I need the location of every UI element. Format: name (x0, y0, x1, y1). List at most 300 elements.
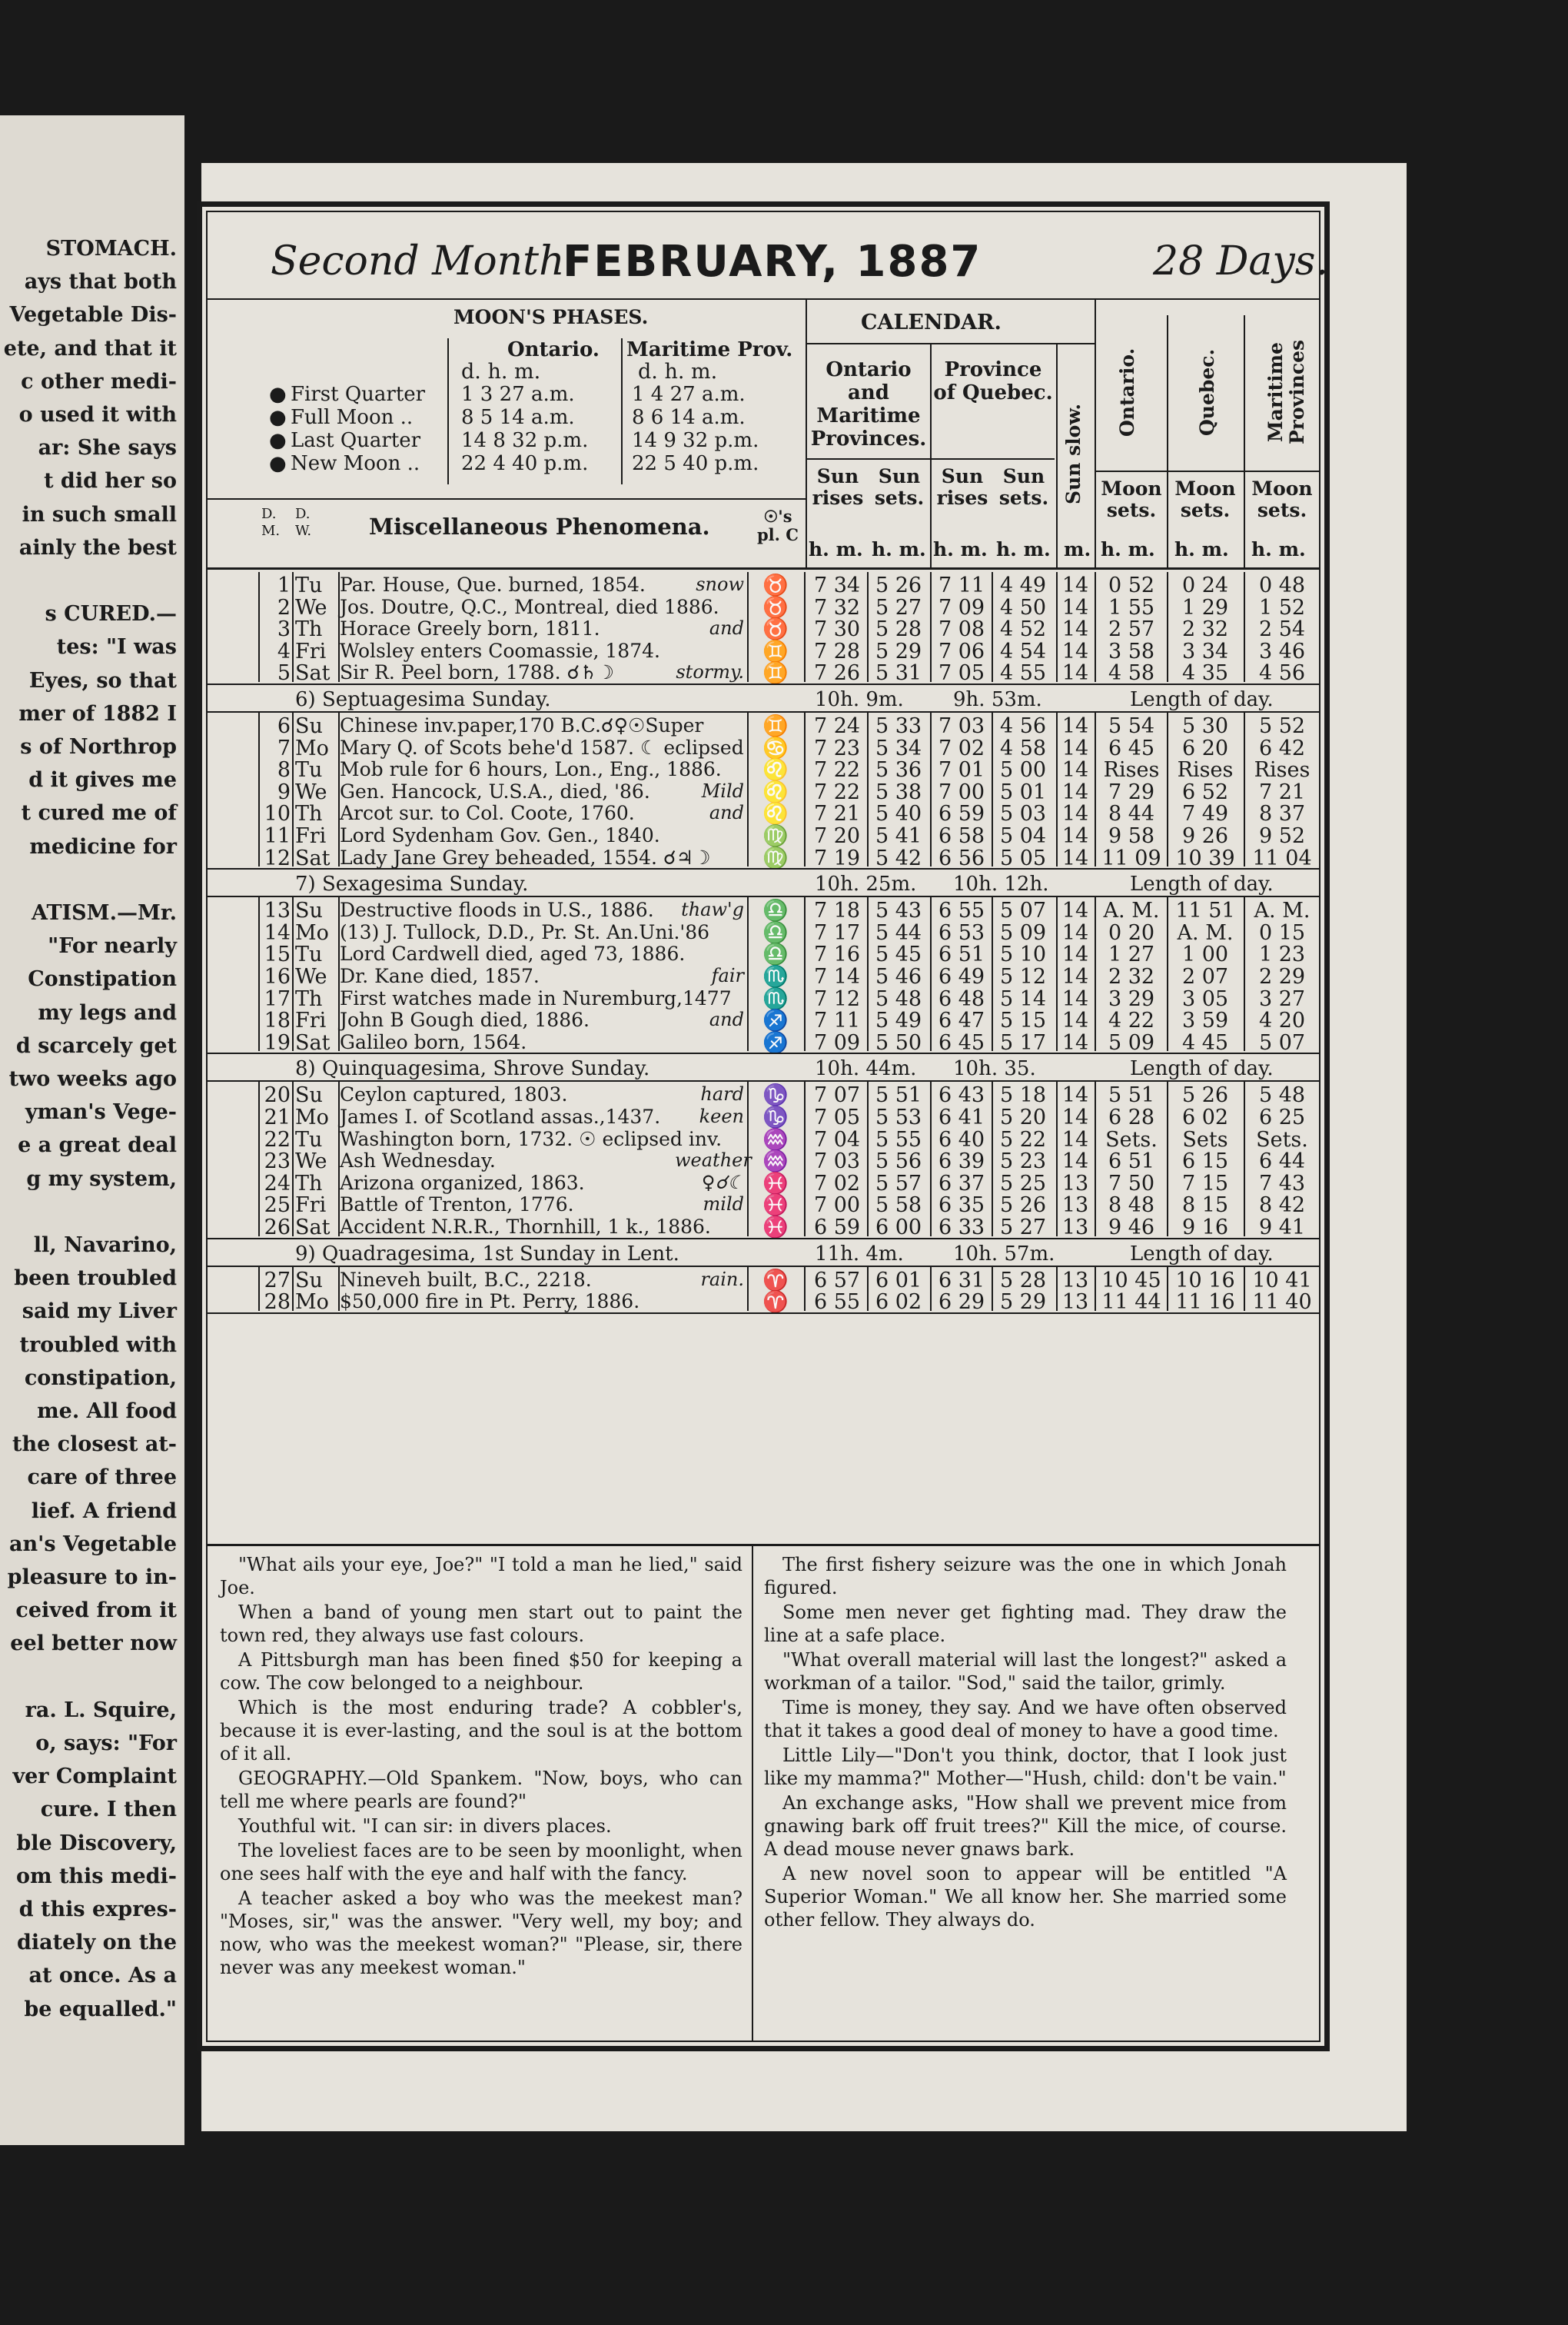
table-column-rule (867, 1267, 869, 1311)
day-qss: 5 29 (999, 1290, 1047, 1315)
adjacent-page-line: ainly the best (18, 535, 177, 560)
moon-ontario-units: d. h. m. (461, 360, 541, 384)
day-length-ontario: 10h. 25m. (815, 873, 917, 896)
table-column-rule (1095, 1267, 1096, 1311)
table-column-rule (930, 1267, 932, 1311)
day-osr: 7 05 (813, 1106, 861, 1129)
table-column-rule (258, 897, 260, 1051)
table-column-rule (338, 897, 340, 1051)
adjacent-page-line: constipation, (24, 1365, 177, 1390)
day-osr: 7 03 (813, 1149, 861, 1174)
day-osr: 7 09 (813, 1030, 861, 1055)
day-oss: 5 49 (875, 1009, 922, 1033)
day-qsr: 6 51 (938, 943, 985, 967)
week-separator-rule (208, 1266, 1319, 1267)
table-column-rule (1095, 1082, 1096, 1236)
table-column-rule (992, 572, 993, 682)
table-column-rule (992, 897, 993, 1051)
day-qss: 5 20 (999, 1106, 1047, 1129)
day-qm: 11 16 (1175, 1290, 1235, 1315)
moon-phase-name: Full Moon .. (291, 406, 414, 429)
table-column-rule (338, 1267, 340, 1311)
maritime-moon-header: Maritime Provinces (1264, 339, 1308, 445)
day-mm: 8 37 (1258, 802, 1306, 827)
day-qss: 4 58 (999, 736, 1047, 760)
day-qsr: 7 05 (938, 661, 985, 686)
day-event: Wolsley enters Coomassie, 1874. (340, 639, 660, 662)
day-sign: ♒ (762, 1149, 789, 1174)
day-osr: 7 21 (813, 802, 861, 827)
table-column-rule (258, 713, 260, 866)
table-column-rule (258, 572, 260, 682)
day-event: John B Gough died, 1886. (340, 1009, 590, 1032)
day-slow: 14 (1061, 780, 1089, 804)
day-dm: 3 (277, 617, 291, 642)
day-qm: 7 15 (1181, 1171, 1229, 1196)
day-om: 2 32 (1108, 965, 1155, 989)
table-column-rule (747, 1082, 749, 1236)
calendar-title: CALENDAR. (861, 311, 1002, 334)
adjacent-page-line: c other medi- (21, 369, 177, 394)
day-length-quebec: 10h. 12h. (953, 873, 1049, 896)
day-qm: 6 20 (1181, 736, 1229, 760)
week-separator-rule (208, 1080, 1319, 1082)
adjacent-page-line: ll, Navarino, (33, 1233, 177, 1257)
day-weather: snow (696, 574, 744, 595)
day-sign: ♎ (762, 920, 789, 945)
day-om: 4 58 (1108, 661, 1155, 686)
day-dm: 9 (277, 780, 291, 804)
day-osr: 7 16 (813, 943, 861, 967)
day-mm: 0 15 (1258, 920, 1306, 945)
adjacent-page-line: d scarcely get (15, 1033, 177, 1058)
adjacent-page-line: om this medi- (15, 1864, 177, 1888)
day-event: Chinese inv.paper,170 B.C.☌♀☉Super (340, 714, 704, 737)
day-sign: ♓ (762, 1193, 789, 1218)
day-qm: 1 00 (1181, 943, 1229, 967)
day-event: First watches made in Nuremburg,1477 (340, 986, 732, 1009)
day-dw: Sat (295, 661, 331, 686)
day-qsr: 7 08 (938, 617, 985, 642)
adjacent-page-line: the closest at- (12, 1432, 177, 1457)
day-sign: ♎ (762, 899, 789, 923)
slow-units: m. (1064, 538, 1091, 560)
day-slow: 13 (1061, 1193, 1089, 1218)
day-osr: 7 22 (813, 780, 861, 804)
day-qss: 5 14 (999, 986, 1047, 1011)
jokes-top-rule (208, 1544, 1319, 1546)
day-slow: 13 (1061, 1216, 1089, 1239)
day-qm: 3 59 (1181, 1009, 1229, 1033)
day-slow: 13 (1061, 1171, 1089, 1196)
day-dw: Su (295, 1268, 323, 1292)
day-length-quebec: 10h. 57m. (953, 1242, 1055, 1266)
day-dm: 1 (277, 574, 291, 597)
day-oss: 5 46 (875, 965, 922, 989)
day-osr: 7 12 (813, 986, 861, 1011)
adjacent-page-line: e a great deal (18, 1133, 177, 1158)
day-qss: 5 00 (999, 758, 1047, 783)
week-separator-rule (208, 868, 1319, 870)
que-moon-units: h. m. (1174, 538, 1229, 560)
week-label: 9) Quadragesima, 1st Sunday in Lent. (295, 1242, 679, 1266)
day-oss: 5 45 (875, 943, 922, 967)
day-dw: We (295, 780, 327, 804)
day-sign: ♉ (762, 617, 789, 642)
day-mm: 4 56 (1258, 661, 1306, 686)
day-sign: ♓ (762, 1216, 789, 1239)
moon-phase-name: New Moon .. (291, 452, 420, 475)
ontario-moon-header: Ontario. (1116, 348, 1138, 437)
day-oss: 6 00 (875, 1216, 922, 1239)
adjacent-page-line: troubled with (19, 1332, 177, 1357)
day-mm: Sets. (1256, 1127, 1308, 1152)
day-qm: 1 29 (1181, 595, 1229, 620)
moon-phase-name: First Quarter (291, 383, 426, 406)
day-event: Mary Q. of Scots behe'd 1587. ☾ eclipsed (340, 736, 744, 759)
day-event: Destructive floods in U.S., 1886. (340, 899, 654, 922)
day-qss: 5 10 (999, 943, 1047, 967)
day-event: $50,000 fire in Pt. Perry, 1886. (340, 1290, 640, 1313)
joke-paragraph: Which is the most enduring trade? A cobbler's, because it is ever-lasting, and the soul is at the bottom of it all. (220, 1697, 742, 1765)
adjacent-page-line: g my system, (26, 1166, 177, 1191)
table-column-rule (747, 713, 749, 866)
day-dw: Mo (295, 736, 329, 760)
day-qsr: 6 29 (938, 1290, 985, 1315)
day-slow: 14 (1061, 1083, 1089, 1108)
osr-header: Sun rises (812, 465, 864, 509)
day-qm: 10 16 (1175, 1268, 1235, 1292)
table-column-rule (1056, 897, 1058, 1051)
day-qsr: 7 09 (938, 595, 985, 620)
day-dw: We (295, 1149, 327, 1174)
day-dw: Fri (295, 639, 327, 664)
day-oss: 5 31 (875, 661, 922, 686)
day-sign: ♌ (762, 780, 789, 804)
day-slow: 14 (1061, 986, 1089, 1011)
day-event: Nineveh built, B.C., 2218. (340, 1268, 592, 1291)
day-oss: 5 36 (875, 758, 922, 783)
day-osr: 7 32 (813, 595, 861, 620)
day-qss: 4 52 (999, 617, 1047, 642)
day-om: 1 27 (1108, 943, 1155, 967)
day-weather: mild (703, 1193, 744, 1216)
day-mm: Rises (1254, 758, 1311, 783)
day-om: 6 28 (1108, 1106, 1155, 1129)
moon-phase-bullet: ● (269, 406, 287, 429)
day-sign: ♌ (762, 802, 789, 827)
day-om: 5 54 (1108, 714, 1155, 738)
table-column-rule (292, 1082, 294, 1236)
day-mm: 9 41 (1258, 1216, 1306, 1239)
day-sign: ♏ (762, 986, 789, 1011)
day-qsr: 6 48 (938, 986, 985, 1011)
table-column-rule (338, 572, 340, 682)
adjacent-page-line: d this expres- (18, 1898, 177, 1921)
day-qss: 5 23 (999, 1149, 1047, 1174)
day-oss: 5 42 (875, 846, 922, 870)
day-qm: 6 02 (1181, 1106, 1229, 1129)
day-event: Ceylon captured, 1803. (340, 1083, 568, 1106)
day-qm: 9 26 (1181, 824, 1229, 848)
day-dm: 26 (264, 1216, 291, 1239)
day-qm: 7 49 (1181, 802, 1229, 827)
adjacent-page-line: Eyes, so that (28, 668, 177, 693)
day-oss: 5 27 (875, 595, 922, 620)
table-column-rule (258, 1267, 260, 1311)
adjacent-page-line: ble Discovery, (16, 1831, 177, 1855)
table-column-rule (338, 713, 340, 866)
moon-phase-ontario: 22 4 40 p.m. (461, 452, 589, 475)
day-qsr: 6 45 (938, 1030, 985, 1055)
day-slow: 14 (1061, 846, 1089, 870)
day-slow: 14 (1061, 1106, 1089, 1129)
day-mm: 4 20 (1258, 1009, 1306, 1033)
day-oss: 5 50 (875, 1030, 922, 1055)
joke-paragraph: "What overall material will last the longest?" asked a workman of a tailor. "Sod," said the tailor, grimly. (764, 1649, 1287, 1694)
day-dm: 16 (264, 965, 291, 989)
day-qss: 5 05 (999, 846, 1047, 870)
day-qsr: 6 58 (938, 824, 985, 848)
day-qss: 5 12 (999, 965, 1047, 989)
day-osr: 7 19 (813, 846, 861, 870)
adjacent-page-line: me. All food (37, 1399, 177, 1423)
day-slow: 14 (1061, 965, 1089, 989)
day-slow: 13 (1061, 1268, 1089, 1292)
day-event: Accident N.R.R., Thornhill, 1 k., 1886. (340, 1216, 711, 1238)
day-dm: 8 (277, 758, 291, 783)
day-qm: 0 24 (1181, 574, 1229, 597)
day-dw: We (295, 595, 327, 620)
table-column-rule (292, 713, 294, 866)
day-slow: 14 (1061, 595, 1089, 620)
day-qsr: 6 43 (938, 1083, 985, 1108)
day-event: Jos. Doutre, Q.C., Montreal, died 1886. (340, 595, 719, 618)
qsr-header: Sun rises (936, 465, 988, 509)
day-qm: 9 16 (1181, 1216, 1229, 1239)
day-slow: 14 (1061, 943, 1089, 967)
joke-paragraph: GEOGRAPHY.—Old Spankem. "Now, boys, who can tell me where pearls are found?" (220, 1768, 742, 1812)
adjacent-page-line: ceived from it (15, 1598, 177, 1623)
day-qm: 6 52 (1181, 780, 1229, 804)
table-column-rule (1056, 1267, 1058, 1311)
day-osr: 7 26 (813, 661, 861, 686)
day-dw: Th (295, 1171, 323, 1196)
table-column-rule (1244, 1082, 1245, 1236)
day-sign: ♋ (762, 736, 789, 760)
table-column-rule (804, 1082, 806, 1236)
day-event: Ash Wednesday. (340, 1149, 496, 1172)
day-qsr: 6 39 (938, 1149, 985, 1174)
day-om: 11 09 (1101, 846, 1161, 870)
joke-paragraph: The loveliest faces are to be seen by moonlight, when one sees half with the eye and half with the fancy. (220, 1840, 742, 1884)
day-qss: 5 04 (999, 824, 1047, 848)
table-column-rule (992, 1082, 993, 1236)
day-om: 6 45 (1108, 736, 1155, 760)
adjacent-page-line: "For nearly (48, 934, 177, 959)
table-column-rule (992, 713, 993, 866)
day-dw: Fri (295, 1009, 327, 1033)
day-sign: ♍ (762, 824, 789, 848)
day-qss: 5 22 (999, 1127, 1047, 1152)
joke-paragraph: A Pittsburgh man has been fined $50 for keeping a cow. The cow belonged to a neighbour. (220, 1649, 742, 1694)
day-dm: 21 (264, 1106, 291, 1129)
day-mm: 6 42 (1258, 736, 1306, 760)
day-osr: 7 14 (813, 965, 861, 989)
day-event: Lord Sydenham Gov. Gen., 1840. (340, 824, 660, 847)
day-length-quebec: 10h. 35. (953, 1057, 1036, 1081)
day-qsr: 7 11 (938, 574, 985, 597)
table-column-rule (1056, 1082, 1058, 1236)
day-oss: 6 01 (875, 1268, 922, 1292)
day-sign: ♐ (762, 1030, 789, 1055)
day-event: Dr. Kane died, 1857. (340, 965, 540, 987)
table-column-rule (930, 572, 932, 682)
day-osr: 7 20 (813, 824, 861, 848)
adjacent-page-line: ar: She says (38, 436, 177, 461)
day-sign: ♓ (762, 1171, 789, 1196)
moon-phase-ontario: 14 8 32 p.m. (461, 429, 589, 452)
moon-phase-maritime: 8 6 14 a.m. (632, 406, 746, 429)
day-dw: Th (295, 986, 323, 1011)
day-dw: Tu (295, 574, 323, 597)
table-column-rule (1056, 572, 1058, 682)
day-slow: 14 (1061, 639, 1089, 664)
day-om: 2 57 (1108, 617, 1155, 642)
qss-units: h. m. (996, 538, 1051, 560)
day-qss: 5 17 (999, 1030, 1047, 1055)
day-qm: Sets (1182, 1127, 1228, 1152)
adjacent-page-line: medicine for (29, 834, 177, 859)
day-qm: Rises (1177, 758, 1234, 783)
day-event: Gen. Hancock, U.S.A., died, '86. (340, 780, 650, 803)
week-separator-rule (208, 896, 1319, 897)
day-dw: Su (295, 899, 323, 923)
jokes-left-column (220, 1553, 742, 1981)
joke-paragraph: The first fishery seizure was the one in which Jonah figured. (764, 1554, 1287, 1598)
day-qss: 5 01 (999, 780, 1047, 804)
day-sign: ♈ (762, 1268, 789, 1292)
day-dw: Tu (295, 943, 323, 967)
adjacent-page-line: s of Northrop (20, 735, 177, 759)
day-oss: 5 41 (875, 824, 922, 848)
adjacent-page-line: be equalled." (24, 1997, 177, 2021)
day-qm: 11 51 (1175, 899, 1235, 923)
adjacent-page-line: t cured me of (21, 801, 177, 826)
length-of-day-label: Length of day. (1130, 1057, 1274, 1081)
day-mm: 8 42 (1258, 1193, 1306, 1218)
joke-paragraph: When a band of young men start out to paint the town red, they always use fast colours. (220, 1602, 742, 1646)
day-sign: ♉ (762, 574, 789, 597)
page-title: FEBRUARY, 1887 (563, 236, 982, 287)
table-column-rule (992, 1267, 993, 1311)
day-dm: 25 (264, 1193, 291, 1218)
day-qsr: 6 33 (938, 1216, 985, 1239)
day-sign: ♈ (762, 1290, 789, 1315)
day-qsr: 6 56 (938, 846, 985, 870)
day-slow: 14 (1061, 714, 1089, 738)
day-mm: 2 54 (1258, 617, 1306, 642)
moon-phases-title: MOON'S PHASES. (453, 306, 649, 328)
day-slow: 14 (1061, 920, 1089, 945)
adjacent-page-line: an's Vegetable (9, 1532, 177, 1556)
day-event: Washington born, 1732. ☉ eclipsed inv. (340, 1127, 723, 1150)
day-oss: 5 53 (875, 1106, 922, 1129)
day-mm: 5 52 (1258, 714, 1306, 738)
day-mm: 2 29 (1258, 965, 1306, 989)
day-sign: ♏ (762, 965, 789, 989)
quebec-header: Province of Quebec. (933, 358, 1053, 404)
day-dw: Th (295, 617, 323, 642)
day-weather: fair (711, 965, 744, 986)
day-qm: 4 35 (1181, 661, 1229, 686)
day-dm: 19 (264, 1030, 291, 1055)
day-osr: 7 02 (813, 1171, 861, 1196)
table-column-rule (804, 572, 806, 682)
week-separator-rule (208, 1238, 1319, 1239)
day-qss: 5 15 (999, 1009, 1047, 1033)
day-mm: 3 46 (1258, 639, 1306, 664)
osr-units: h. m. (809, 538, 863, 560)
day-weather: Mild (701, 780, 744, 802)
day-dm: 5 (277, 661, 291, 686)
day-slow: 14 (1061, 661, 1089, 686)
phenomena-header: Miscellaneous Phenomena. (369, 514, 710, 540)
day-length-ontario: 11h. 4m. (815, 1242, 904, 1266)
table-column-rule (747, 572, 749, 682)
day-om: 3 58 (1108, 639, 1155, 664)
day-length-ontario: 10h. 9m. (815, 688, 904, 711)
day-dm: 4 (277, 639, 291, 664)
length-of-day-label: Length of day. (1130, 1242, 1274, 1266)
day-event: Galileo born, 1564. (340, 1030, 527, 1053)
ontario-moon-sets: Moon sets. (1101, 477, 1162, 521)
adjacent-page-line: Constipation (28, 967, 177, 992)
day-osr: 7 23 (813, 736, 861, 760)
day-dw: Mo (295, 920, 329, 945)
day-om: 0 20 (1108, 920, 1155, 945)
day-om: 1 55 (1108, 595, 1155, 620)
day-qm: 3 05 (1181, 986, 1229, 1011)
moon-ontario-label: Ontario. (507, 338, 600, 361)
adjacent-page-line: ra. L. Squire, (25, 1698, 177, 1722)
day-event: (13) J. Tullock, D.D., Pr. St. An.Uni.'86 (340, 920, 710, 943)
day-qss: 5 28 (999, 1268, 1047, 1292)
day-event: Battle of Trenton, 1776. (340, 1193, 574, 1216)
adjacent-page-line: said my Liver (22, 1299, 177, 1324)
day-dw: Sat (295, 1030, 331, 1055)
day-event: James I. of Scotland assas.,1437. (340, 1106, 661, 1128)
day-mm: 11 40 (1252, 1290, 1312, 1315)
table-column-rule (930, 713, 932, 866)
day-dw: Su (295, 1083, 323, 1108)
day-slow: 14 (1061, 1030, 1089, 1055)
table-column-rule (1167, 713, 1168, 866)
day-qsr: 6 49 (938, 965, 985, 989)
adjacent-page-line: s CURED.— (45, 602, 177, 627)
day-slow: 14 (1061, 736, 1089, 760)
day-dw: Fri (295, 824, 327, 848)
table-column-rule (258, 1082, 260, 1236)
ontario-maritime-header: Ontario and Maritime Provinces. (810, 358, 927, 451)
day-osr: 7 17 (813, 920, 861, 945)
adjacent-page-line: d it gives me (28, 768, 177, 793)
table-column-rule (804, 1267, 806, 1311)
moon-phase-ontario: 8 5 14 a.m. (461, 406, 575, 429)
adjacent-page-line: pleasure to in- (7, 1565, 177, 1589)
day-oss: 5 34 (875, 736, 922, 760)
joke-paragraph: Youthful wit. "I can sir: in divers places. (238, 1815, 612, 1837)
